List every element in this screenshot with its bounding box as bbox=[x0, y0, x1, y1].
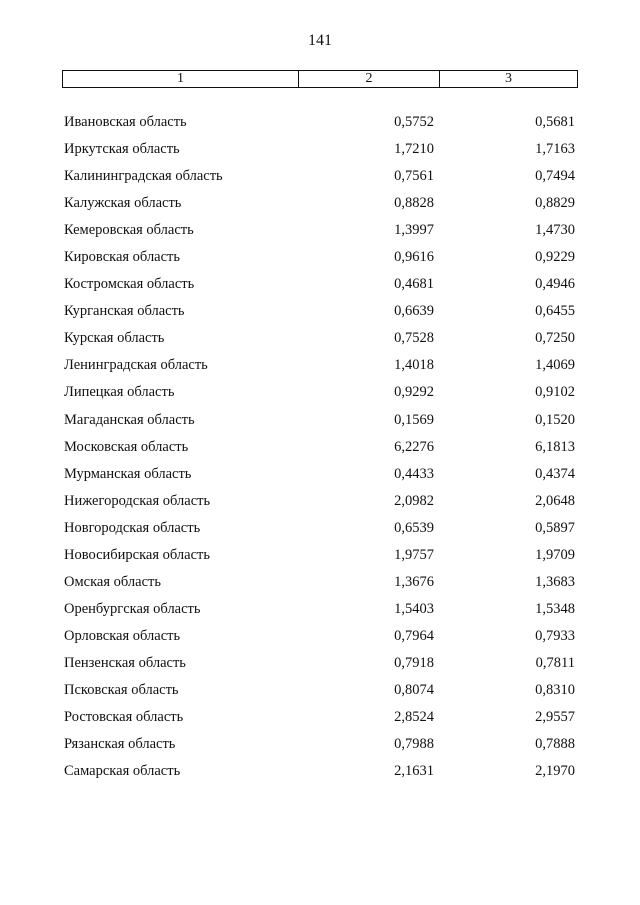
value-column-3: 1,5348 bbox=[535, 600, 575, 617]
value-column-3: 6,1813 bbox=[535, 438, 575, 455]
value-column-3: 0,7933 bbox=[535, 627, 575, 644]
value-column-3: 0,4946 bbox=[535, 276, 575, 293]
table-row bbox=[0, 732, 640, 759]
value-column-2: 0,8828 bbox=[394, 195, 434, 212]
value-column-2: 1,7210 bbox=[394, 141, 434, 158]
region-name: Оренбургская область bbox=[64, 600, 201, 617]
region-name: Ивановская область bbox=[64, 114, 187, 130]
region-name: Кировская область bbox=[64, 249, 181, 266]
table-row bbox=[0, 705, 640, 732]
value-column-3: 0,8829 bbox=[535, 195, 575, 212]
value-column-3: 0,7494 bbox=[535, 168, 575, 185]
table-row bbox=[0, 651, 640, 678]
value-column-2: 6,2276 bbox=[394, 438, 434, 455]
value-column-3: 2,0648 bbox=[535, 492, 575, 509]
value-column-2: 0,6639 bbox=[394, 303, 434, 320]
table-row bbox=[0, 543, 640, 570]
table-row bbox=[0, 489, 640, 516]
value-column-3: 0,7250 bbox=[535, 330, 575, 347]
value-column-2: 0,7918 bbox=[394, 654, 434, 671]
region-name: Нижегородская область bbox=[64, 492, 211, 509]
region-name: Ленинградская область bbox=[64, 357, 208, 374]
table-row bbox=[0, 326, 640, 353]
value-column-2: 2,8524 bbox=[394, 709, 434, 726]
value-column-2: 0,7561 bbox=[394, 168, 434, 185]
table-row bbox=[0, 245, 640, 272]
table-row bbox=[0, 164, 640, 191]
value-column-3: 0,6455 bbox=[535, 303, 575, 320]
value-column-3: 2,1970 bbox=[535, 763, 575, 780]
value-column-3: 1,9709 bbox=[535, 546, 575, 563]
value-column-3: 1,7163 bbox=[535, 141, 575, 158]
value-column-3: 0,7811 bbox=[535, 654, 575, 671]
value-column-2: 0,4681 bbox=[394, 276, 434, 293]
table-row bbox=[0, 137, 640, 164]
column-header-3: 3 bbox=[505, 71, 512, 86]
region-name: Ростовская область bbox=[64, 709, 184, 726]
region-name: Курская область bbox=[64, 330, 165, 347]
value-column-3: 0,1520 bbox=[535, 411, 575, 428]
table-body bbox=[0, 110, 640, 786]
table-row bbox=[0, 272, 640, 299]
table-row bbox=[0, 570, 640, 597]
table-row bbox=[0, 299, 640, 326]
page-number: 141 bbox=[308, 32, 332, 49]
region-name: Липецкая область bbox=[64, 384, 175, 401]
region-name: Кемеровская область bbox=[64, 222, 194, 239]
region-name: Орловская область bbox=[64, 627, 181, 644]
value-column-2: 0,7964 bbox=[394, 627, 434, 644]
value-column-3: 0,9229 bbox=[535, 249, 575, 266]
table-row bbox=[0, 110, 640, 137]
value-column-2: 0,9292 bbox=[394, 384, 434, 401]
value-column-3: 1,3683 bbox=[535, 573, 575, 590]
region-name: Магаданская область bbox=[64, 411, 195, 428]
value-column-3: 0,7888 bbox=[535, 736, 575, 753]
table-row bbox=[0, 597, 640, 624]
value-column-3: 0,5681 bbox=[535, 114, 575, 130]
region-name: Самарская область bbox=[64, 763, 181, 780]
table-row bbox=[0, 380, 640, 407]
value-column-2: 1,9757 bbox=[394, 546, 434, 563]
value-column-3: 1,4069 bbox=[535, 357, 575, 374]
region-name: Пензенская область bbox=[64, 654, 186, 671]
region-name: Курганская область bbox=[64, 303, 185, 320]
column-header-1: 1 bbox=[63, 71, 299, 87]
value-column-3: 0,5897 bbox=[535, 519, 575, 536]
table-row bbox=[0, 218, 640, 245]
table-row bbox=[0, 191, 640, 218]
value-column-2: 0,9616 bbox=[394, 249, 434, 266]
value-column-2: 1,3997 bbox=[394, 222, 434, 239]
value-column-2: 2,1631 bbox=[394, 763, 434, 780]
value-column-3: 0,4374 bbox=[535, 465, 575, 482]
value-column-2: 0,8074 bbox=[394, 681, 434, 698]
value-column-3: 2,9557 bbox=[535, 709, 575, 726]
region-name: Омская область bbox=[64, 573, 161, 590]
table-row bbox=[0, 678, 640, 705]
table-row bbox=[0, 759, 640, 786]
table-row bbox=[0, 408, 640, 435]
value-column-2: 0,4433 bbox=[394, 465, 434, 482]
table-header bbox=[62, 70, 578, 88]
region-name: Рязанская область bbox=[64, 736, 176, 753]
value-column-3: 0,8310 bbox=[535, 681, 575, 698]
value-column-2: 1,5403 bbox=[394, 600, 434, 617]
table-row bbox=[0, 435, 640, 462]
value-column-2: 1,4018 bbox=[394, 357, 434, 374]
value-column-2: 1,3676 bbox=[394, 573, 434, 590]
value-column-2: 0,6539 bbox=[394, 519, 434, 536]
region-name: Костромская область bbox=[64, 276, 195, 293]
value-column-2: 0,5752 bbox=[394, 114, 434, 130]
region-name: Новосибирская область bbox=[64, 546, 210, 563]
table-row bbox=[0, 353, 640, 380]
region-name: Московская область bbox=[64, 438, 189, 455]
value-column-2: 0,1569 bbox=[394, 411, 434, 428]
column-header-2: 2 bbox=[299, 71, 440, 87]
table-row bbox=[0, 516, 640, 543]
value-column-3: 0,9102 bbox=[535, 384, 575, 401]
region-name: Калининградская область bbox=[64, 168, 223, 185]
region-name: Новгородская область bbox=[64, 519, 201, 536]
table-row bbox=[0, 462, 640, 489]
region-name: Иркутская область bbox=[64, 141, 180, 158]
value-column-3: 1,4730 bbox=[535, 222, 575, 239]
region-name: Мурманская область bbox=[64, 465, 192, 482]
value-column-2: 0,7528 bbox=[394, 330, 434, 347]
value-column-2: 0,7988 bbox=[394, 736, 434, 753]
region-name: Псковская область bbox=[64, 681, 179, 698]
region-name: Калужская область bbox=[64, 195, 182, 212]
table-row bbox=[0, 624, 640, 651]
value-column-2: 2,0982 bbox=[394, 492, 434, 509]
